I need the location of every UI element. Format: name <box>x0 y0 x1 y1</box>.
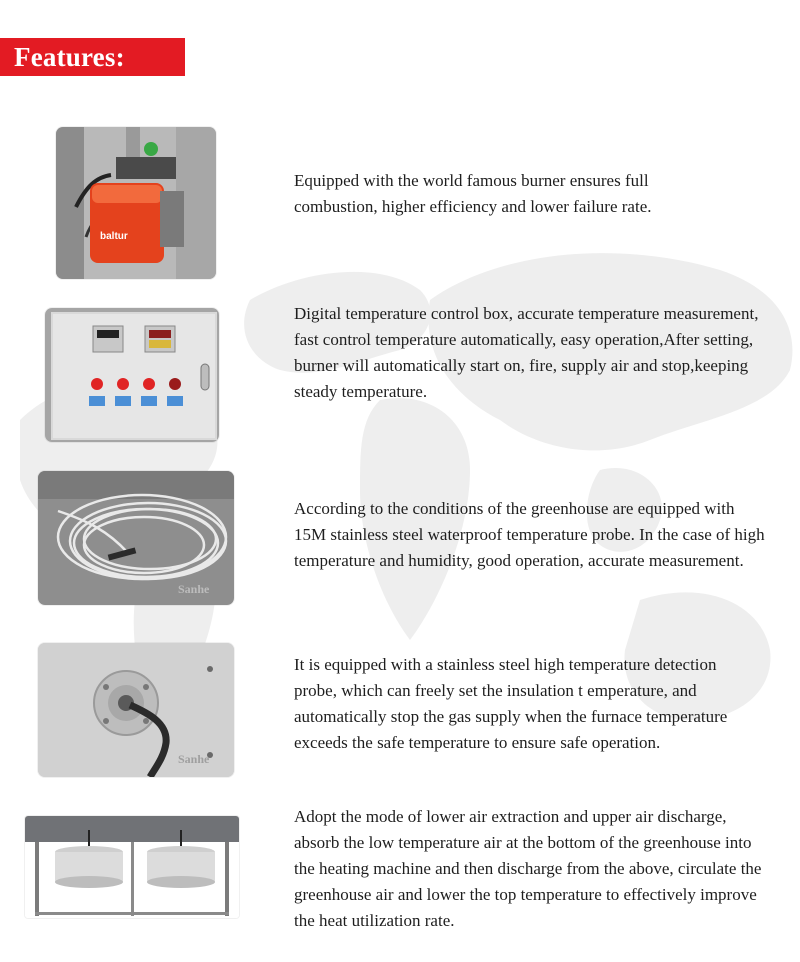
burner-brand: baltur <box>100 231 128 242</box>
feature-2-image <box>45 308 219 442</box>
detection-probe-image <box>38 643 234 777</box>
feature-4-text: It is equipped with a stainless steel high temperature detection probe, which can freely set the insulation t emperature, and automatically stop the gas supply when the furnace temperature exceeds the safe temperature to ensure safe operation. <box>294 655 728 752</box>
fan-frame-image <box>25 816 239 918</box>
feature-3-image <box>38 471 234 605</box>
features-header <box>0 38 185 76</box>
feature-2-text: Digital temperature control box, accurate temperature measurement, fast control temperature automatically, easy operation,After setting, burner will automatically start on, fire, supply air and stop,keeping steady temperature. <box>294 304 759 401</box>
feature-5-text: Adopt the mode of lower air extraction and upper air discharge, absorb the low temperature air at the bottom of the greenhouse into the heating machine and then discharge from the above, circulate the greenhouse air and lower the top temperature to effectively improve the heat utilization rate. <box>294 807 762 930</box>
probe-cable-image <box>38 471 234 605</box>
probe-watermark: Sanhe <box>178 582 210 596</box>
burner-image <box>56 127 216 279</box>
control-box-image <box>45 308 219 442</box>
feature-3-text: According to the conditions of the greenhouse are equipped with 15M stainless steel waterproof temperature probe. In the case of high temperature and humidity, good operation, accurate measurement. <box>294 499 765 570</box>
feature-5-image <box>25 816 239 918</box>
features-title: Features: <box>14 42 125 72</box>
feature-1-image <box>56 127 216 279</box>
feature-4-image <box>38 643 234 777</box>
feature-1-text: Equipped with the world famous burner ensures full combustion, higher efficiency and lower failure rate. <box>294 171 652 216</box>
detection-probe-watermark: Sanhe <box>178 752 210 766</box>
